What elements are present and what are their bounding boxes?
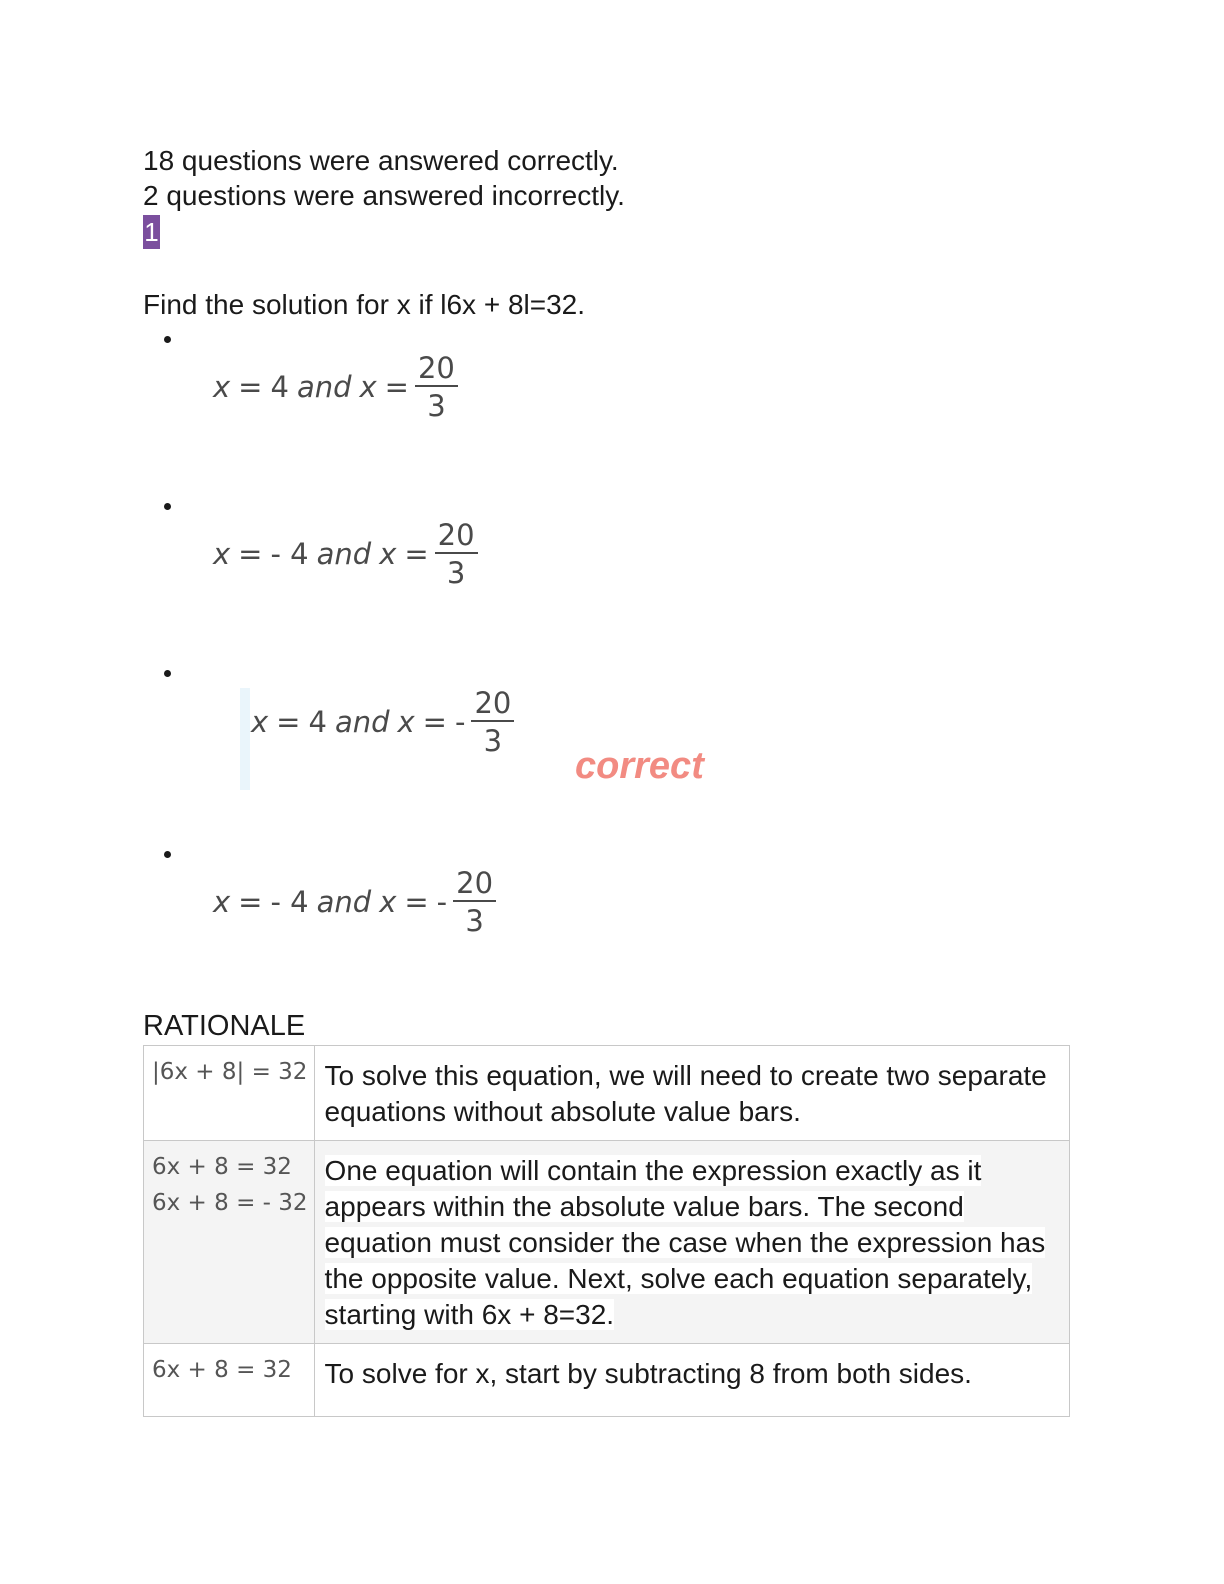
rationale-row bbox=[144, 1344, 1070, 1417]
option-and: and bbox=[334, 705, 390, 739]
fraction-denominator: 3 bbox=[435, 552, 478, 590]
fraction-numerator: 20 bbox=[417, 351, 455, 385]
option-fraction bbox=[415, 351, 458, 423]
option-lhs-var: x bbox=[213, 885, 231, 919]
answer-option-2[interactable] bbox=[213, 518, 478, 590]
option-eq1: = bbox=[276, 705, 301, 739]
fraction-denominator: 3 bbox=[415, 385, 458, 423]
rationale-table bbox=[143, 1045, 1070, 1417]
answer-option-4[interactable] bbox=[213, 866, 496, 938]
option-value: - 4 bbox=[270, 885, 309, 919]
rationale-text-cell bbox=[314, 1141, 1069, 1344]
fraction-numerator: 20 bbox=[437, 518, 475, 552]
selected-answer-indicator bbox=[240, 688, 250, 790]
correct-result-label: correct bbox=[575, 745, 704, 787]
rationale-row bbox=[144, 1141, 1070, 1344]
option-eq2: = bbox=[404, 885, 429, 919]
incorrect-count-text: 2 questions were answered incorrectly. bbox=[143, 180, 625, 211]
option-bullet bbox=[164, 336, 171, 343]
option-eq1: = bbox=[238, 370, 263, 404]
fraction-denominator: 3 bbox=[453, 900, 496, 938]
rationale-equation: 6x + 8 = - 32 bbox=[152, 1190, 308, 1216]
rationale-equation: 6x + 8 = 32 bbox=[152, 1357, 292, 1383]
option-eq2: = bbox=[422, 705, 447, 739]
rationale-equation-cell bbox=[144, 1046, 315, 1141]
option-and: and bbox=[316, 885, 372, 919]
rationale-text-cell: To solve this equation, we will need to create two separate equations without absolute value bars. bbox=[314, 1046, 1069, 1141]
question-number-badge: 1 bbox=[144, 217, 159, 247]
option-rhs-var: x bbox=[379, 537, 397, 571]
option-value: - 4 bbox=[270, 537, 309, 571]
option-eq2: = bbox=[404, 537, 429, 571]
option-sign: - bbox=[454, 705, 466, 739]
option-eq2: = bbox=[384, 370, 409, 404]
rationale-text-cell: To solve for x, start by subtracting 8 from both sides. bbox=[314, 1344, 1069, 1417]
option-rhs-var: x bbox=[397, 705, 415, 739]
option-bullet bbox=[164, 851, 171, 858]
rationale-equation: 6x + 8 = 32 bbox=[152, 1154, 292, 1180]
option-bullet bbox=[164, 670, 171, 677]
option-eq1: = bbox=[238, 885, 263, 919]
option-and: and bbox=[296, 370, 352, 404]
option-lhs-var: x bbox=[213, 537, 231, 571]
option-fraction bbox=[453, 866, 496, 938]
rationale-heading: RATIONALE bbox=[143, 1010, 306, 1042]
rationale-row bbox=[144, 1046, 1070, 1141]
option-value: 4 bbox=[270, 370, 289, 404]
option-and: and bbox=[316, 537, 372, 571]
rationale-equation-cell bbox=[144, 1344, 315, 1417]
option-value: 4 bbox=[308, 705, 327, 739]
option-rhs-var: x bbox=[379, 885, 397, 919]
question-prompt: Find the solution for x if l6x + 8l=32. bbox=[143, 289, 586, 320]
answer-option-1[interactable] bbox=[213, 351, 458, 423]
fraction-numerator: 20 bbox=[474, 686, 512, 720]
rationale-equation-cell bbox=[144, 1141, 315, 1344]
option-sign: - bbox=[436, 885, 448, 919]
option-lhs-var: x bbox=[251, 705, 269, 739]
option-rhs-var: x bbox=[359, 370, 377, 404]
option-fraction bbox=[435, 518, 478, 590]
option-bullet bbox=[164, 503, 171, 510]
option-fraction bbox=[471, 686, 514, 758]
rationale-equation: |6x + 8| = 32 bbox=[152, 1059, 308, 1085]
fraction-numerator: 20 bbox=[456, 866, 494, 900]
fraction-denominator: 3 bbox=[471, 720, 514, 758]
option-lhs-var: x bbox=[213, 370, 231, 404]
answer-option-3[interactable] bbox=[251, 686, 514, 758]
rationale-text: One equation will contain the expression exactly as it appears within the absolute value bars. The second equation must consider the case when the expression has the opposite value. Next, solve each equation separately, starting with 6x + 8=32. bbox=[324, 1155, 1046, 1330]
correct-count-text: 18 questions were answered correctly. bbox=[143, 145, 619, 176]
option-eq1: = bbox=[238, 537, 263, 571]
